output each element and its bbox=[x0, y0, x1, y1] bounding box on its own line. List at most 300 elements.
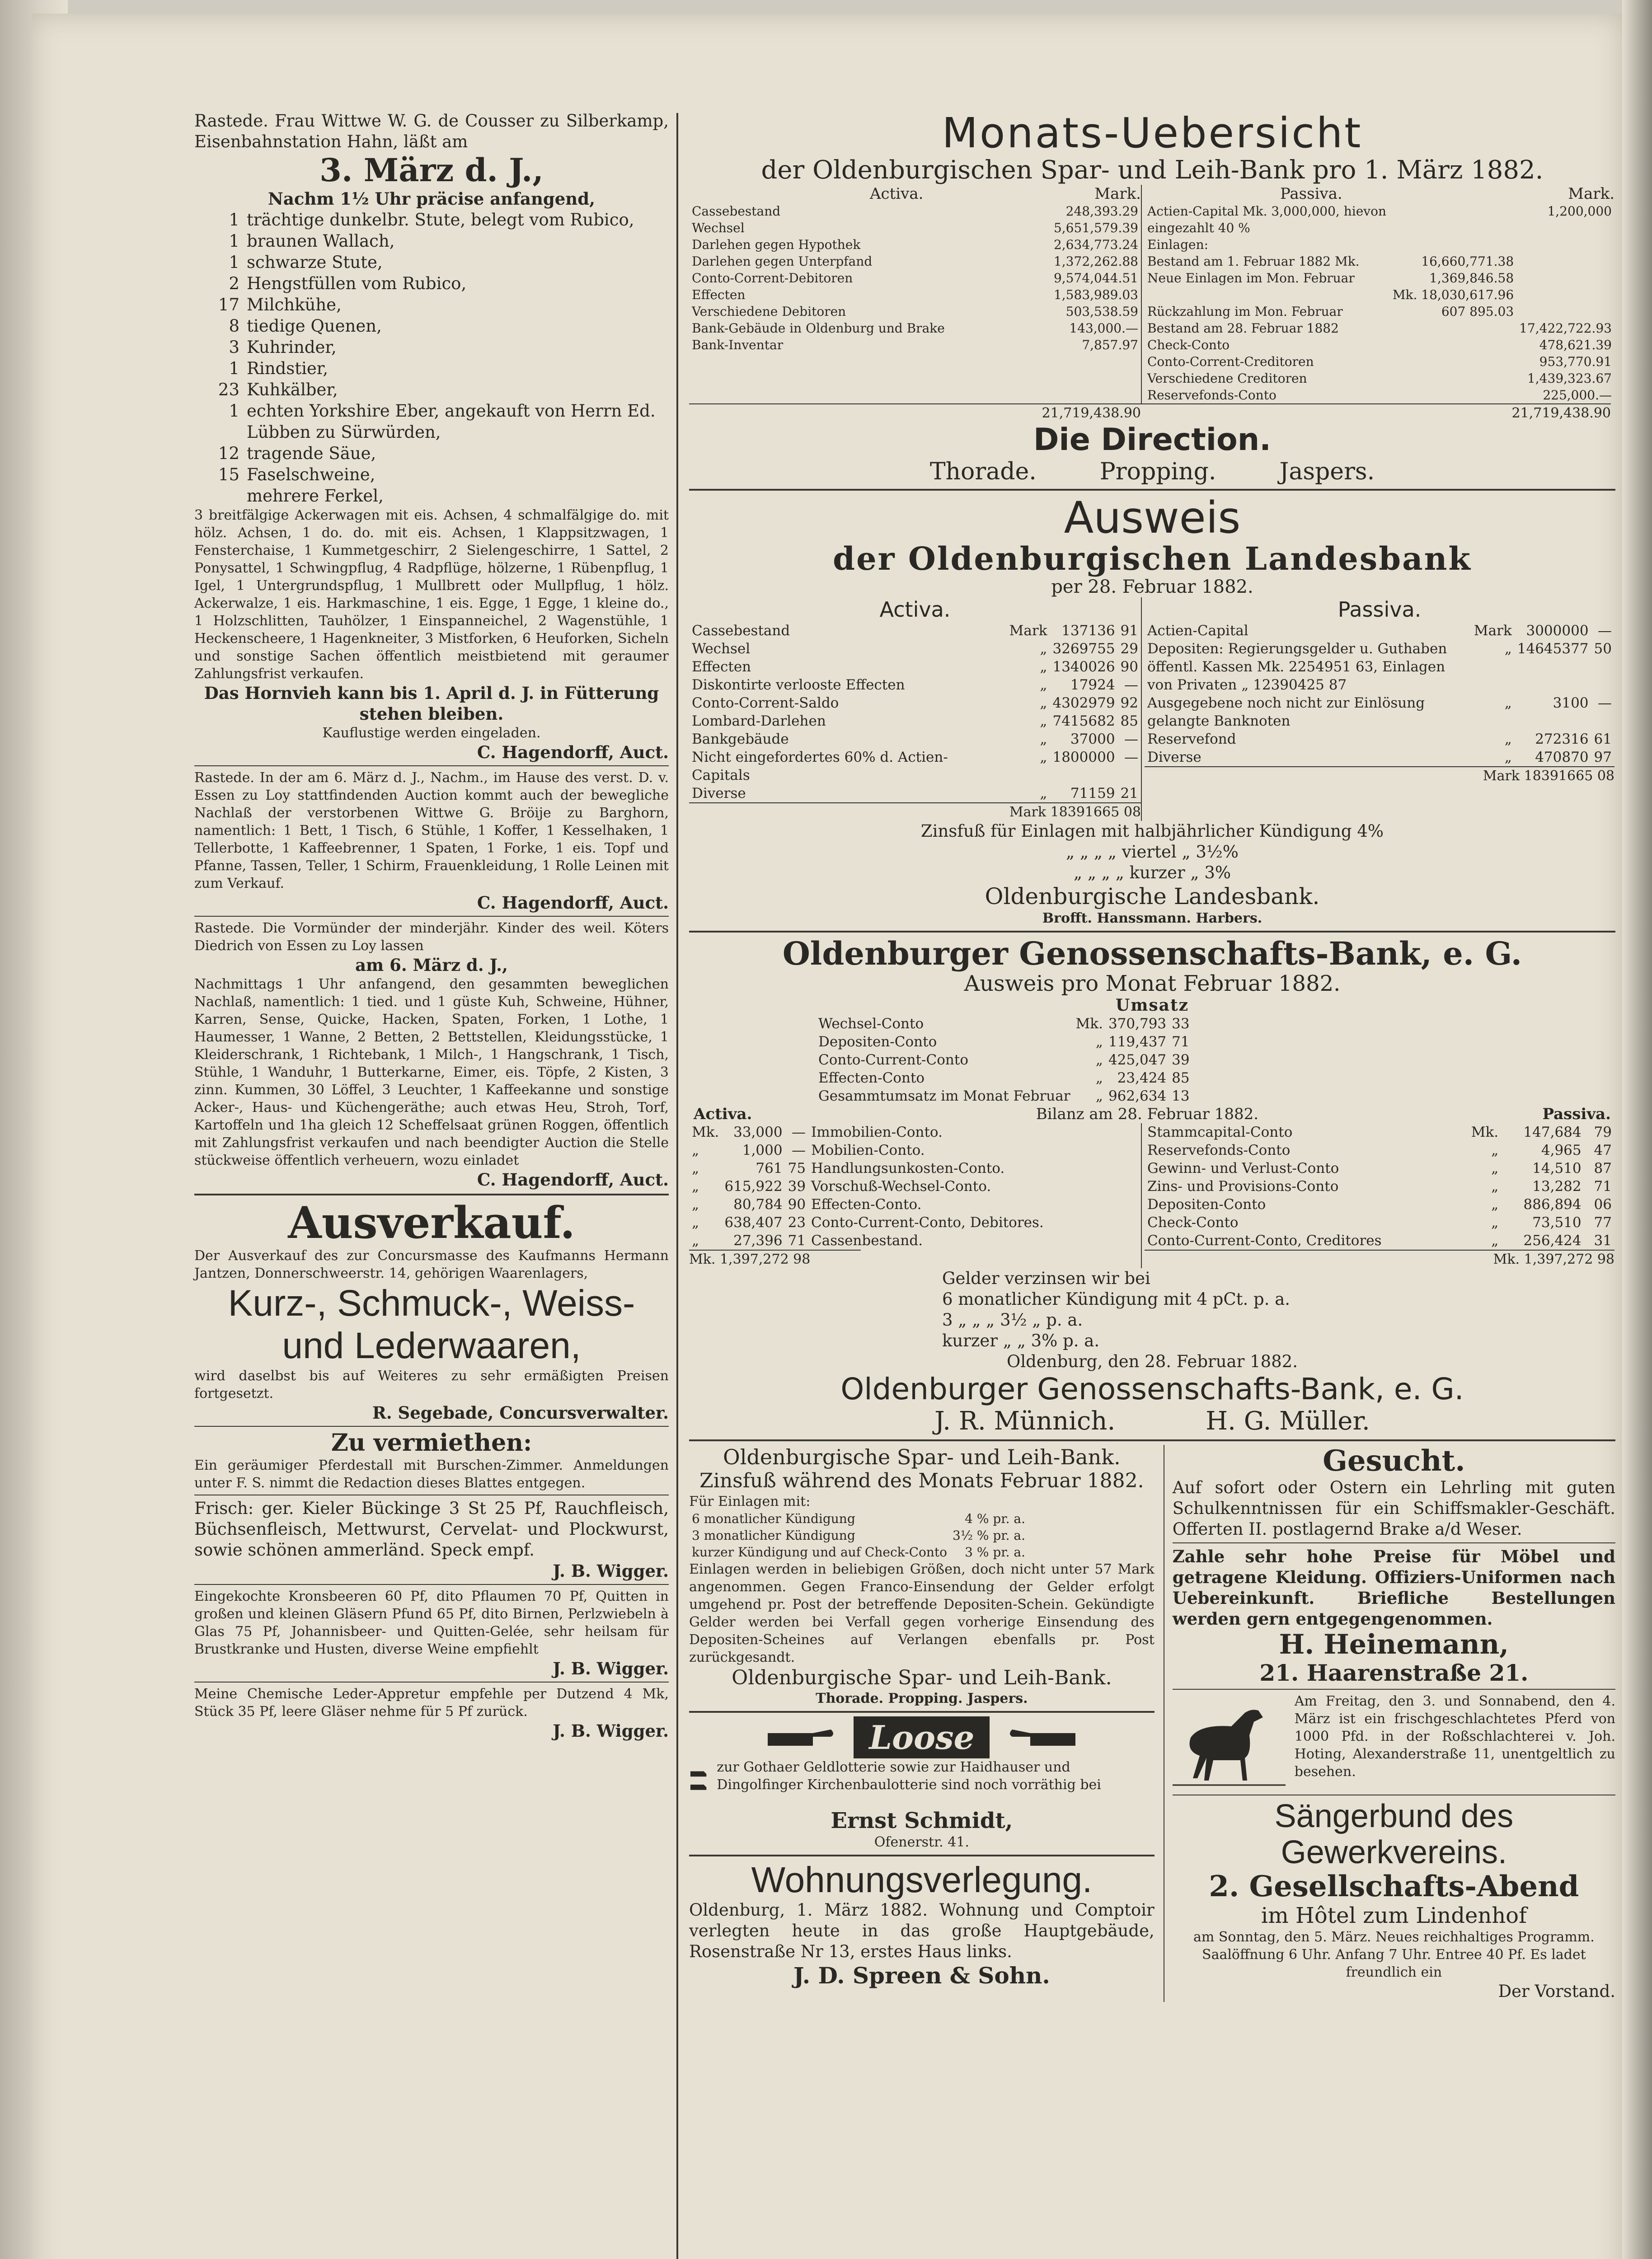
loose-ad bbox=[689, 1716, 1155, 1851]
monats-title: Monats-Uebersicht bbox=[942, 109, 1363, 157]
auction-time: Nachm 1½ Uhr präcise anfangend, bbox=[268, 189, 595, 209]
table-cell bbox=[1516, 270, 1614, 286]
table-cell: Bestand am 28. Februar 1882 bbox=[1147, 321, 1339, 336]
table-cell: „ bbox=[1491, 1160, 1499, 1176]
vermiethen-title: Zu vermiethen: bbox=[331, 1429, 532, 1457]
table-cell: „ bbox=[1040, 641, 1047, 657]
table-row bbox=[689, 1232, 1047, 1250]
item-desc: tragende Säue, bbox=[247, 444, 376, 463]
table-cell: „ bbox=[692, 1233, 699, 1249]
table-cell: Vorschuß-Wechsel-Conto. bbox=[811, 1178, 991, 1195]
table-cell: Mark bbox=[1009, 623, 1047, 639]
genossenschaftsbank bbox=[689, 936, 1615, 1436]
table-cell bbox=[1390, 236, 1516, 253]
table-cell: 61 bbox=[1594, 731, 1612, 747]
table-row bbox=[689, 1510, 1028, 1527]
ausweis-passiva-table bbox=[1145, 622, 1614, 766]
genossen-umsatz-table bbox=[816, 1015, 1192, 1105]
table-row bbox=[1145, 1232, 1614, 1250]
item-desc: Milchkühe, bbox=[247, 295, 342, 314]
table-cell: 85 bbox=[1172, 1070, 1190, 1086]
item-count: 1 bbox=[229, 401, 239, 421]
table-cell: 71 bbox=[788, 1233, 806, 1249]
table-cell: — bbox=[1598, 695, 1612, 711]
vermiethen-text: Ein geräumiger Pferdestall mit Burschen-Zimmer. Anmeldungen unter F. S. nimmt die Redaction dieses Blattes entgegen. bbox=[194, 1458, 669, 1491]
table-cell: „ bbox=[1504, 731, 1512, 747]
ausweis-activa bbox=[689, 597, 1141, 821]
gesucht-ad bbox=[1173, 1445, 1615, 1540]
genossen-passiva-total: Mk. 1,397,272 98 bbox=[1145, 1250, 1614, 1268]
wohnung-title: Wohnungsverlegung. bbox=[751, 1860, 1093, 1900]
divider bbox=[194, 1584, 669, 1585]
ausweis-activa-table bbox=[689, 622, 1141, 802]
table-cell: 1,200,000 bbox=[1547, 204, 1612, 219]
table-row bbox=[1145, 286, 1614, 303]
table-cell: 13,282 bbox=[1532, 1178, 1582, 1195]
table-cell: 370,793 bbox=[1108, 1016, 1167, 1032]
table-cell: 2,634,773.24 bbox=[1053, 237, 1138, 252]
divider bbox=[1173, 1689, 1615, 1690]
table-cell: „ bbox=[1040, 749, 1047, 765]
table-cell: Actien-Capital Mk. 3,000,000, hievon eingezahlt 40 % bbox=[1147, 204, 1386, 235]
table-cell: 147,684 bbox=[1523, 1124, 1582, 1140]
table-cell: — bbox=[792, 1124, 806, 1140]
ausweis-passiva-label: Passiva. bbox=[1338, 597, 1422, 622]
table-cell: — bbox=[1124, 731, 1138, 747]
table-row bbox=[1145, 370, 1614, 387]
table-cell: Verschiedene Creditoren bbox=[1147, 371, 1307, 386]
table-row bbox=[689, 1214, 1047, 1232]
auction-item bbox=[194, 294, 669, 315]
table-cell: Conto-Corrent-Debitoren bbox=[692, 271, 853, 286]
table-cell: Cassebestand bbox=[692, 623, 790, 639]
genossen-bank: Oldenburger Genossenschafts-Bank, e. G. bbox=[840, 1372, 1464, 1406]
item-count: 3 bbox=[229, 337, 239, 357]
item-count bbox=[194, 485, 247, 506]
item-count: 23 bbox=[218, 380, 239, 399]
table-cell: 33 bbox=[1172, 1016, 1190, 1032]
auction3-signature: C. Hagendorff, Auct. bbox=[477, 1170, 669, 1190]
auction2-signature: C. Hagendorff, Auct. bbox=[477, 893, 669, 913]
ausweis-tables bbox=[689, 597, 1615, 821]
table-cell: „ bbox=[692, 1196, 699, 1213]
table-cell: „ bbox=[1095, 1034, 1103, 1050]
table-cell: — bbox=[792, 1142, 806, 1158]
signer: Propping. bbox=[1099, 458, 1216, 485]
wigger1-signature: J. B. Wigger. bbox=[553, 1561, 669, 1581]
table-cell: 1,372,262.88 bbox=[1053, 254, 1138, 269]
table-cell: 16,660,771.38 bbox=[1421, 254, 1514, 269]
table-row bbox=[689, 1177, 1047, 1195]
spar-bank-ad bbox=[689, 1445, 1155, 1707]
ausverkauf-goods: Kurz-, Schmuck-, Weiss- und Lederwaaren, bbox=[228, 1283, 635, 1366]
ausweis-bank: Oldenburgische Landesbank. bbox=[985, 883, 1320, 909]
auction-invite: Kauflustige werden eingeladen. bbox=[322, 725, 541, 741]
table-cell: 3 % pr. a. bbox=[965, 1545, 1026, 1560]
ausverkauf-signature: R. Segebade, Concursverwalter. bbox=[372, 1403, 669, 1423]
table-cell: — bbox=[1124, 677, 1138, 693]
table-cell bbox=[1390, 203, 1516, 236]
table-cell: Conto-Corrent-Saldo bbox=[692, 695, 839, 711]
table-row bbox=[1145, 1214, 1614, 1232]
table-row bbox=[689, 1141, 1047, 1159]
table-cell: „ bbox=[692, 1214, 699, 1231]
table-cell: 29 bbox=[1120, 641, 1138, 657]
table-row bbox=[689, 270, 1141, 286]
table-row bbox=[1145, 337, 1614, 353]
table-cell: 9,574,044.51 bbox=[1053, 271, 1138, 286]
table-cell: 85 bbox=[1120, 713, 1138, 729]
genossen-activa-label: Activa. bbox=[694, 1105, 752, 1123]
table-cell: 87 bbox=[1594, 1160, 1612, 1176]
ausverkauf-text2: wird daselbst bis auf Weiteres zu sehr ermäßigten Preisen fortgesetzt. bbox=[194, 1368, 669, 1401]
table-cell: „ bbox=[1504, 749, 1512, 765]
table-row bbox=[1145, 203, 1614, 236]
item-count: 1 bbox=[229, 231, 239, 251]
auction-item bbox=[194, 315, 669, 337]
table-row bbox=[689, 694, 1141, 712]
item-count: 15 bbox=[218, 465, 239, 484]
table-cell: 886,894 bbox=[1523, 1196, 1582, 1213]
table-row bbox=[689, 676, 1141, 694]
table-cell: 21 bbox=[1120, 785, 1138, 801]
table-cell: 80,784 bbox=[733, 1196, 783, 1213]
table-cell: Mk. 18,030,617.96 bbox=[1392, 287, 1514, 302]
divider bbox=[194, 1194, 669, 1195]
table-cell bbox=[1390, 353, 1516, 370]
table-row bbox=[1145, 1141, 1614, 1159]
table-cell: 90 bbox=[1120, 659, 1138, 675]
table-row bbox=[689, 1123, 1047, 1141]
table-row bbox=[1145, 622, 1614, 640]
monats-uebersicht bbox=[689, 111, 1615, 485]
table-row bbox=[1145, 387, 1614, 403]
table-cell: „ bbox=[1491, 1233, 1499, 1249]
table-cell: 7,857.97 bbox=[1082, 337, 1138, 352]
table-cell: „ bbox=[692, 1142, 699, 1158]
table-cell: 248,393.29 bbox=[1065, 204, 1138, 219]
table-cell: Immobilien-Conto. bbox=[811, 1124, 943, 1140]
heinemann-name: H. Heinemann, bbox=[1279, 1629, 1509, 1660]
table-cell: 13 bbox=[1172, 1088, 1190, 1104]
table-row bbox=[689, 1527, 1028, 1544]
wigger2-signature: J. B. Wigger. bbox=[553, 1659, 669, 1678]
auction-ad-cousser bbox=[194, 111, 669, 763]
signer: Thorade. bbox=[929, 458, 1037, 485]
table-row bbox=[689, 730, 1141, 748]
item-desc: Kuhrinder, bbox=[247, 337, 337, 357]
item-count: 8 bbox=[229, 316, 239, 336]
table-cell: 39 bbox=[1172, 1052, 1190, 1068]
auction-item bbox=[194, 230, 669, 252]
table-cell: 23 bbox=[788, 1214, 806, 1231]
genossen-umsatz: Umsatz bbox=[1115, 996, 1189, 1015]
ausweis-title: Ausweis bbox=[1064, 492, 1241, 543]
genossen-rates bbox=[942, 1268, 1615, 1351]
table-cell bbox=[1516, 253, 1614, 270]
auction-item bbox=[194, 379, 669, 400]
auction-note: Das Hornvieh kann bis 1. April d. J. in Fütterung stehen bleiben. bbox=[204, 683, 659, 724]
table-cell: 607 895.03 bbox=[1441, 304, 1514, 319]
table-row bbox=[1145, 320, 1614, 337]
table-cell: „ bbox=[692, 1178, 699, 1195]
genossen-tables bbox=[689, 1123, 1615, 1268]
table-row bbox=[689, 1159, 1047, 1177]
table-row bbox=[689, 286, 1141, 303]
genossen-passiva-table bbox=[1145, 1123, 1614, 1250]
genossen-rate: Gelder verzinsen wir bei bbox=[942, 1269, 1150, 1288]
table-cell bbox=[1516, 236, 1614, 253]
item-desc: trächtige dunkelbr. Stute, belegt vom Rubico, bbox=[247, 210, 634, 230]
table-cell: Effecten bbox=[692, 659, 751, 675]
wigger-ad-3 bbox=[194, 1685, 669, 1741]
table-row bbox=[1145, 253, 1614, 270]
auction-item bbox=[194, 358, 669, 379]
table-row bbox=[689, 320, 1141, 337]
table-cell bbox=[1145, 286, 1390, 303]
table-cell: 3000000 bbox=[1526, 623, 1589, 639]
table-cell: 73,510 bbox=[1532, 1214, 1582, 1231]
wigger1-text: Frisch: ger. Kieler Bückinge 3 St 25 Pf, Rauchfleisch, Büchsenfleisch, Mettwurst, Cervelat- und Plockwurst, sowie schönen ammerländ. Speck empf. bbox=[194, 1499, 669, 1560]
saenger-title2: 2. Gesellschafts-Abend bbox=[1209, 1870, 1579, 1903]
table-cell: 7415682 bbox=[1052, 713, 1115, 729]
table-row bbox=[689, 337, 1141, 353]
monats-activa-total: 21,719,438.90 bbox=[689, 403, 1141, 422]
table-cell: 503,538.59 bbox=[1065, 304, 1138, 319]
item-count: 12 bbox=[218, 444, 239, 463]
table-row bbox=[816, 1087, 1192, 1105]
table-cell: „ bbox=[1491, 1196, 1499, 1213]
table-cell: 71 bbox=[1172, 1034, 1190, 1050]
table-cell: 91 bbox=[1120, 623, 1138, 639]
table-cell: 615,922 bbox=[724, 1178, 783, 1195]
loose-name: Ernst Schmidt, bbox=[831, 1808, 1013, 1833]
wigger2-text: Eingekochte Kronsbeeren 60 Pf, dito Pflaumen 70 Pf, Quitten in großen und kleinen Gläsern Pfund 65 Pf, dito Birnen, Perlzwiebeln à Glas 75 Pf, Johannisbeer- und Quitten-Gelée, sehr heilsam für Brustkranke und Husten, diverse Weine empfiehlt bbox=[194, 1589, 669, 1657]
pointing-hand-icon bbox=[689, 1758, 708, 1808]
table-row bbox=[689, 748, 1141, 784]
ausweis-landesbank bbox=[689, 494, 1615, 927]
genossen-subtitle: Ausweis pro Monat Februar 1882. bbox=[964, 971, 1341, 996]
table-cell: 71159 bbox=[1070, 785, 1115, 801]
table-cell: 225,000.— bbox=[1543, 388, 1612, 403]
auction-item bbox=[194, 464, 669, 485]
table-cell: Mark bbox=[1474, 623, 1512, 639]
table-cell: 17924 bbox=[1070, 677, 1115, 693]
table-row bbox=[1145, 640, 1614, 694]
saenger-place: im Hôtel zum Lindenhof bbox=[1261, 1903, 1527, 1928]
monats-totals bbox=[689, 403, 1615, 422]
table-cell: 1,439,323.67 bbox=[1527, 371, 1612, 386]
table-cell: 50 bbox=[1594, 641, 1612, 657]
table-row bbox=[1145, 694, 1614, 730]
table-row bbox=[1145, 353, 1614, 370]
table-cell: 47 bbox=[1594, 1142, 1612, 1158]
table-cell: „ bbox=[1040, 713, 1047, 729]
spar-ad-rates bbox=[689, 1510, 1028, 1561]
monats-passiva-total: 21,719,438.90 bbox=[1141, 403, 1611, 422]
table-cell: Einlagen: bbox=[1147, 237, 1209, 252]
table-cell: 14,510 bbox=[1532, 1160, 1582, 1176]
table-cell: 478,621.39 bbox=[1539, 337, 1612, 352]
hoting-ad bbox=[1173, 1692, 1615, 1792]
table-cell bbox=[1390, 370, 1516, 387]
table-cell: 638,407 bbox=[724, 1214, 783, 1231]
table-cell: 272316 bbox=[1535, 731, 1589, 747]
table-cell: Stammcapital-Conto bbox=[1147, 1124, 1293, 1140]
table-cell: 143,000.— bbox=[1069, 321, 1138, 336]
divider bbox=[689, 1711, 1155, 1713]
table-row bbox=[1145, 1159, 1614, 1177]
table-cell: 137136 bbox=[1061, 623, 1115, 639]
table-cell: 90 bbox=[788, 1196, 806, 1213]
divider bbox=[689, 1439, 1615, 1441]
item-count: 1 bbox=[229, 359, 239, 378]
table-cell: 92 bbox=[1120, 695, 1138, 711]
item-desc: Hengstfüllen vom Rubico, bbox=[247, 274, 467, 293]
table-cell: „ bbox=[692, 1160, 699, 1176]
auction-item bbox=[194, 337, 669, 358]
genossen-passiva-label: Passiva. bbox=[1542, 1105, 1611, 1123]
table-row bbox=[1145, 1177, 1614, 1195]
wigger3-signature: J. B. Wigger. bbox=[553, 1721, 669, 1741]
auction2-text: Rastede. In der am 6. März d. J., Nachm., im Hause des verst. D. v. Essen zu Loy stattfindenden Auction kommt auch der bewegliche Nachlaß der verstorbenen Wittwe G. Bröije zu Barghorn, namentlich: 1 Bett, 1 Tisch, 6 Stühle, 1 Koffer, 1 Kesselhaken, 1 Tellerbotte, 1 Kaffeebrenner, 1 Spaten, 1 Forke, 1 eis. Topf und Pfanne, Tassen, Teller, 1 Schirm, Frauenkleidung, 1 Rolle Leinen mit zum Verkauf. bbox=[194, 770, 669, 891]
ausverkauf-ad bbox=[194, 1199, 669, 1423]
page-edge bbox=[1622, 0, 1652, 2259]
monats-activa-table bbox=[689, 203, 1141, 353]
item-desc: Faselschweine, bbox=[247, 465, 375, 484]
loose-addr: Ofenerstr. 41. bbox=[874, 1834, 969, 1850]
genossen-rate: kurzer „ „ 3% p. a. bbox=[942, 1331, 1100, 1350]
saenger-ad bbox=[1173, 1798, 1615, 2002]
auction-signature: C. Hagendorff, Auct. bbox=[477, 742, 669, 762]
table-cell: 1,369,846.58 bbox=[1429, 271, 1514, 286]
table-cell bbox=[1390, 337, 1516, 353]
auction-item-list bbox=[194, 209, 669, 506]
table-cell: Nicht eingefordertes 60% d. Actien-Capitals bbox=[692, 749, 948, 783]
divider bbox=[1173, 1542, 1615, 1543]
auction-small-items: 3 breitfälgige Ackerwagen mit eis. Achsen, 4 schmalfälgige do. mit hölz. Achsen, 1 do. do. mit eis. Achsen, 1 Klappsitzwagen, 1 Fensterchaise, 1 Kummetgeschirr, 2 Sielengeschirre, 1 Sattel, 2 Ponysattel, 1 Schwingpflug, 4 Radpflüge, hölzerne, 1 Rübenpflug, 1 Igel, 1 Untergrundspflug, 1 Mullbrett oder Mullpflug, 1 hölz. Ackerwalze, 1 eis. Harkmaschine, 1 eis. Egge, 1 Egge, 1 kleine do., 1 Holzschlitten, Tauhölzer, 1 Einspanneichel, 2 Wagenstühle, 1 Heckenscheere, 1 Hagenkneiter, 3 Mistforken, 6 Heuforken, Sicheln und sonstige Sachen öffentlich meistbietend mit geraumer Zahlungsfrist verkaufen. bbox=[194, 507, 669, 682]
table-row bbox=[1145, 1195, 1614, 1214]
table-row bbox=[816, 1069, 1192, 1087]
table-cell: 3 monatlicher Kündigung bbox=[692, 1528, 855, 1543]
ausweis-rate-2: „ „ „ „ viertel „ 3½% bbox=[1066, 842, 1239, 862]
table-cell: 761 bbox=[756, 1160, 783, 1176]
genossen-activa bbox=[689, 1123, 1141, 1268]
auction-date: 3. März d. J., bbox=[319, 151, 544, 189]
signer: J. R. Münnich. bbox=[934, 1406, 1116, 1436]
genossen-bilanz: Bilanz am 28. Februar 1882. bbox=[1036, 1105, 1259, 1123]
table-cell: Diskontirte verlooste Effecten bbox=[692, 677, 905, 693]
table-cell: Reservefonds-Conto bbox=[1147, 388, 1277, 403]
table-cell: 75 bbox=[788, 1160, 806, 1176]
table-cell: Depositen: Regierungsgelder u. Guthaben öffentl. Kassen Mk. 2254951 63, Einlagen von Privaten „ 12390425 87 bbox=[1147, 641, 1447, 693]
table-cell: Rückzahlung im Mon. Februar bbox=[1147, 304, 1343, 319]
spar-ad-title: Oldenburgische Spar- und Leih-Bank. bbox=[723, 1445, 1121, 1469]
gesucht-text: Auf sofort oder Ostern ein Lehrling mit guten Schulkenntnissen für ein Schiffsmakler-Geschäft. Offerten II. postlagernd Brake a/d Weser. bbox=[1172, 1478, 1615, 1539]
wohnung-text: Oldenburg, 1. März 1882. Wohnung und Comptoir verlegten heute in das große Hauptgebäude, Rosenstraße Nr 13, erstes Haus links. bbox=[689, 1900, 1155, 1961]
table-cell: Conto-Current-Conto, Creditores bbox=[1147, 1233, 1382, 1249]
divider bbox=[194, 916, 669, 917]
table-cell: Bankgebäude bbox=[692, 731, 789, 747]
table-cell: 6 monatlicher Kündigung bbox=[692, 1511, 855, 1526]
table-cell: Gesammtumsatz im Monat Februar bbox=[818, 1088, 1070, 1104]
table-cell: 39 bbox=[788, 1178, 806, 1195]
table-row bbox=[816, 1015, 1192, 1033]
spar-ad-text2: Für Einlagen mit: bbox=[689, 1494, 811, 1509]
table-cell: Check-Conto bbox=[1147, 1214, 1239, 1231]
table-cell: „ bbox=[1491, 1214, 1499, 1231]
table-cell: 3100 bbox=[1553, 695, 1589, 711]
table-row bbox=[689, 658, 1141, 676]
genossen-passiva bbox=[1141, 1123, 1614, 1268]
monats-tables bbox=[689, 185, 1615, 403]
table-cell: 71 bbox=[1594, 1178, 1612, 1195]
item-desc: Kuhkälber, bbox=[247, 380, 338, 399]
table-cell: 1,583,989.03 bbox=[1053, 287, 1138, 302]
monats-subtitle: der Oldenburgischen Spar- und Leih-Bank pro 1. März 1882. bbox=[761, 155, 1544, 185]
table-row bbox=[689, 236, 1141, 253]
table-cell: Verschiedene Debitoren bbox=[692, 304, 846, 319]
table-cell: 1800000 bbox=[1052, 749, 1115, 765]
table-cell: „ bbox=[1095, 1052, 1103, 1068]
loose-title: Loose bbox=[854, 1716, 990, 1758]
table-cell bbox=[1390, 387, 1516, 403]
genossen-place: Oldenburg, den 28. Februar 1882. bbox=[1007, 1352, 1298, 1371]
table-cell: Bank-Inventar bbox=[692, 337, 784, 352]
table-cell: „ bbox=[1040, 695, 1047, 711]
table-cell: 953,770.91 bbox=[1539, 354, 1612, 369]
wigger-ad-1 bbox=[194, 1498, 669, 1581]
table-cell: Ausgegebene noch nicht zur Einlösung gelangte Banknoten bbox=[1147, 695, 1425, 729]
table-cell: „ bbox=[1040, 785, 1047, 801]
ausverkauf-text1: Der Ausverkauf des zur Concursmasse des Kaufmanns Hermann Jantzen, Donnerschweerstr. 14, gehörigen Waarenlagers, bbox=[194, 1248, 669, 1281]
auction3-text2: Nachmittags 1 Uhr anfangend, den gesammten beweglichen Nachlaß, namentlich: 1 tied. und 1 güste Kuh, Schweine, Hühner, Karren, Sense, Quicke, Hacken, Spaten, Forken, 1 Lothe, 1 Haumesser, 1 Wanne, 2 Betten, 2 Bettstellen, Kleidungsstücke, 1 Kleiderschrank, 1 Richtebank, 1 Milch-, 1 Hangschrank, 1 Tisch, Stühle, 1 Wanduhr, 1 Butterkarne, Eimer, eis. Töpfe, 2 Kisten, 3 zinn. Kummen, 30 Löffel, 3 Leuchter, 1 Kaffeekanne und sonstige Acker-, Haus- und Küchengeräthe; auch etwas Heu, Stroh, Torf, Kartoffeln und 1ha gleich 12 Scheffelsaat grünen Roggen, öffentlich mit Zahlungsfrist verkaufen und nach beendigter Auction die Stelle stückweise öffentlich verheuern, wozu einladet bbox=[194, 976, 669, 1168]
divider bbox=[194, 1426, 669, 1427]
genossen-title: Oldenburger Genossenschafts-Bank, e. G. bbox=[782, 935, 1522, 972]
table-cell: Conto-Corrent-Creditoren bbox=[1147, 354, 1314, 369]
table-cell: „ bbox=[1040, 677, 1047, 693]
table-cell: 425,047 bbox=[1108, 1052, 1167, 1068]
table-cell: Reservefonds-Conto bbox=[1147, 1142, 1291, 1158]
hoting-text: Am Freitag, den 3. und Sonnabend, den 4. März ist ein frischgeschlachtetes Pferd von 1000 Pfd. in der Roßschlachterei v. Joh. Hoting, Alexanderstraße 11, unentgeltlich zu besehen. bbox=[1294, 1693, 1615, 1780]
table-cell: Handlungsunkosten-Conto. bbox=[811, 1160, 1005, 1176]
genossen-activa-table bbox=[689, 1123, 1047, 1250]
table-cell: Effecten-Conto bbox=[818, 1070, 925, 1086]
heinemann-ad bbox=[1173, 1546, 1615, 1686]
signer: H. G. Müller. bbox=[1206, 1406, 1370, 1436]
item-count: 1 bbox=[229, 253, 239, 272]
table-cell: 14645377 bbox=[1517, 641, 1589, 657]
monats-mark-label-2: Mark. bbox=[1568, 185, 1614, 203]
item-desc: braunen Wallach, bbox=[247, 231, 395, 251]
table-cell: „ bbox=[1504, 695, 1512, 711]
table-cell: Effecten bbox=[692, 287, 746, 302]
table-cell: Effecten-Conto. bbox=[811, 1196, 922, 1213]
monats-activa bbox=[689, 185, 1141, 403]
ausweis-date: per 28. Februar 1882. bbox=[1051, 576, 1253, 597]
table-cell: 3½ % pr. a. bbox=[953, 1528, 1026, 1543]
monats-passiva bbox=[1141, 185, 1614, 403]
table-cell: Conto-Current-Conto, Debitores. bbox=[811, 1214, 1044, 1231]
genossen-rate: 6 monatlicher Kündigung mit 4 pCt. p. a. bbox=[942, 1289, 1291, 1309]
table-cell: Zins- und Provisions-Conto bbox=[1147, 1178, 1339, 1195]
table-row bbox=[1145, 303, 1614, 320]
table-row bbox=[689, 712, 1141, 730]
bottom-ads bbox=[689, 1445, 1615, 2002]
table-row bbox=[689, 1544, 1028, 1561]
table-cell: „ bbox=[1491, 1142, 1499, 1158]
table-row bbox=[1145, 1123, 1614, 1141]
